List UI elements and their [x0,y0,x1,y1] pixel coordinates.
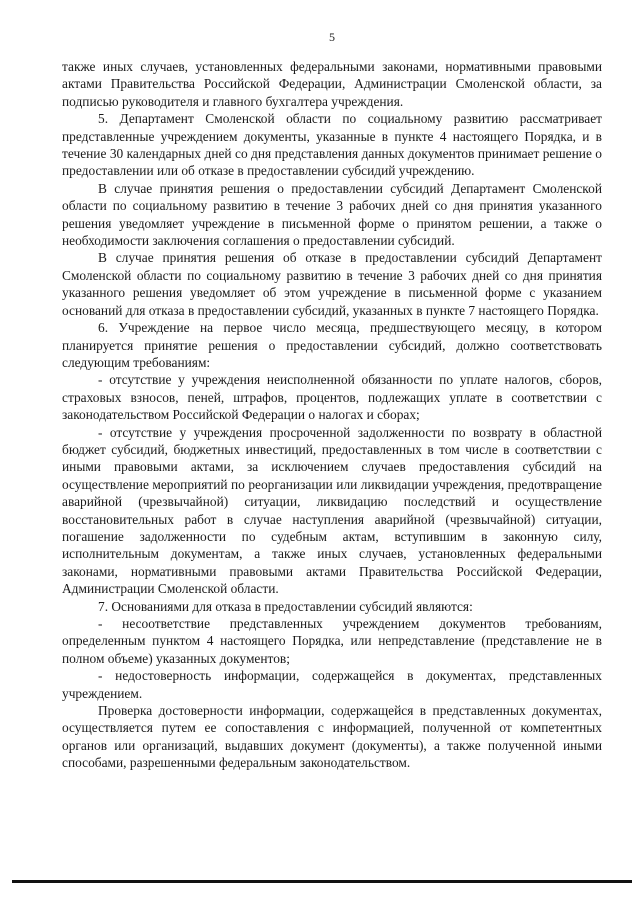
paragraph-item-5: 5. Департамент Смоленской области по социальному развитию рассматривает представленные учреждением документы, указанные в пункте 4 настоящего Порядка, и в течение 30 календарных дней со дня представления данных документов принимает решение о предоставлении или об отказе в предоставлении субсидий учреждению. [62,111,602,179]
page-number: 5 [329,30,335,44]
paragraph-requirement-debt: - отсутствие у учреждения просроченной задолженности по возврату в областной бюджет субсидий, бюджетных инвестиций, предоставленных в том числе в соответствии с иными правовыми актами, за исключением случаев предоставления субсидий на осуществление мероприятий по реорганизации или ликвидации учреждения, предотвращение аварийной (чрезвычайной) ситуации, ликвидацию последствий и осуществление восстановительных работ в случае наступления аварийной (чрезвычайной) ситуации, погашение задолженности по судебным актам, вступившим в законную силу, исполнительным документам, а также иных случаев, установленных федеральными законами, нормативными правовыми актами Правительства Российской Федерации, Администрации Смоленской области. [62,424,602,597]
paragraph-item-6: 6. Учреждение на первое число месяца, предшествующего месяцу, в котором планируется принятие решения о предоставлении субсидий, должно соответствовать следующим требованиям: [62,320,602,370]
paragraph-refusal-reason-documents: - несоответствие представленных учреждением документов требованиям, определенным пунктом 4 настоящего Порядка, или непредставление (представление не в полном объеме) указанных документов; [62,616,602,666]
paragraph-refusal-reason-unreliable: - недостоверность информации, содержащейся в документах, представленных учреждением. [62,668,602,701]
document-page [62,30,602,772]
paragraph-item-7: 7. Основаниями для отказа в предоставлении субсидий являются: [98,598,473,614]
paragraph-refusal-notice: В случае принятия решения об отказе в предоставлении субсидий Департамент Смоленской области по социальному развитию в течение 3 рабочих дней со дня принятия указанного решения уведомляет об этом учреждение в письменной форме с указанием оснований для отказа в предоставлении субсидий, указанных в пункте 7 настоящего Порядка. [62,250,602,318]
paragraph-approval-notice: В случае принятия решения о предоставлении субсидий Департамент Смоленской области по социальному развитию в течение 3 рабочих дней со дня принятия указанного решения уведомляет учреждение в письменной форме о принятом решении, а также о необходимости заключения соглашения о предоставлении субсидий. [62,180,602,249]
paragraph-verification: Проверка достоверности информации, содержащейся в представленных документах, осуществляется путем ее сопоставления с информацией, полученной от компетентных органов или организаций, выдавших документ (документы), а также полученной иными способами, разрешенными федеральным законодательством. [62,703,602,771]
bottom-rule-divider [12,880,632,883]
paragraph-requirement-taxes: - отсутствие у учреждения неисполненной обязанности по уплате налогов, сборов, страховых взносов, пеней, штрафов, процентов, подлежащих уплате в соответствии с законодательством Российской Федерации о налогах и сборах; [62,372,602,423]
paragraph-continuation: также иных случаев, установленных федеральными законами, нормативными правовыми актами Правительства Российской Федерации, Администрации Смоленской области, за подписью руководителя и главного бухгалтера учреждения. [62,59,602,109]
